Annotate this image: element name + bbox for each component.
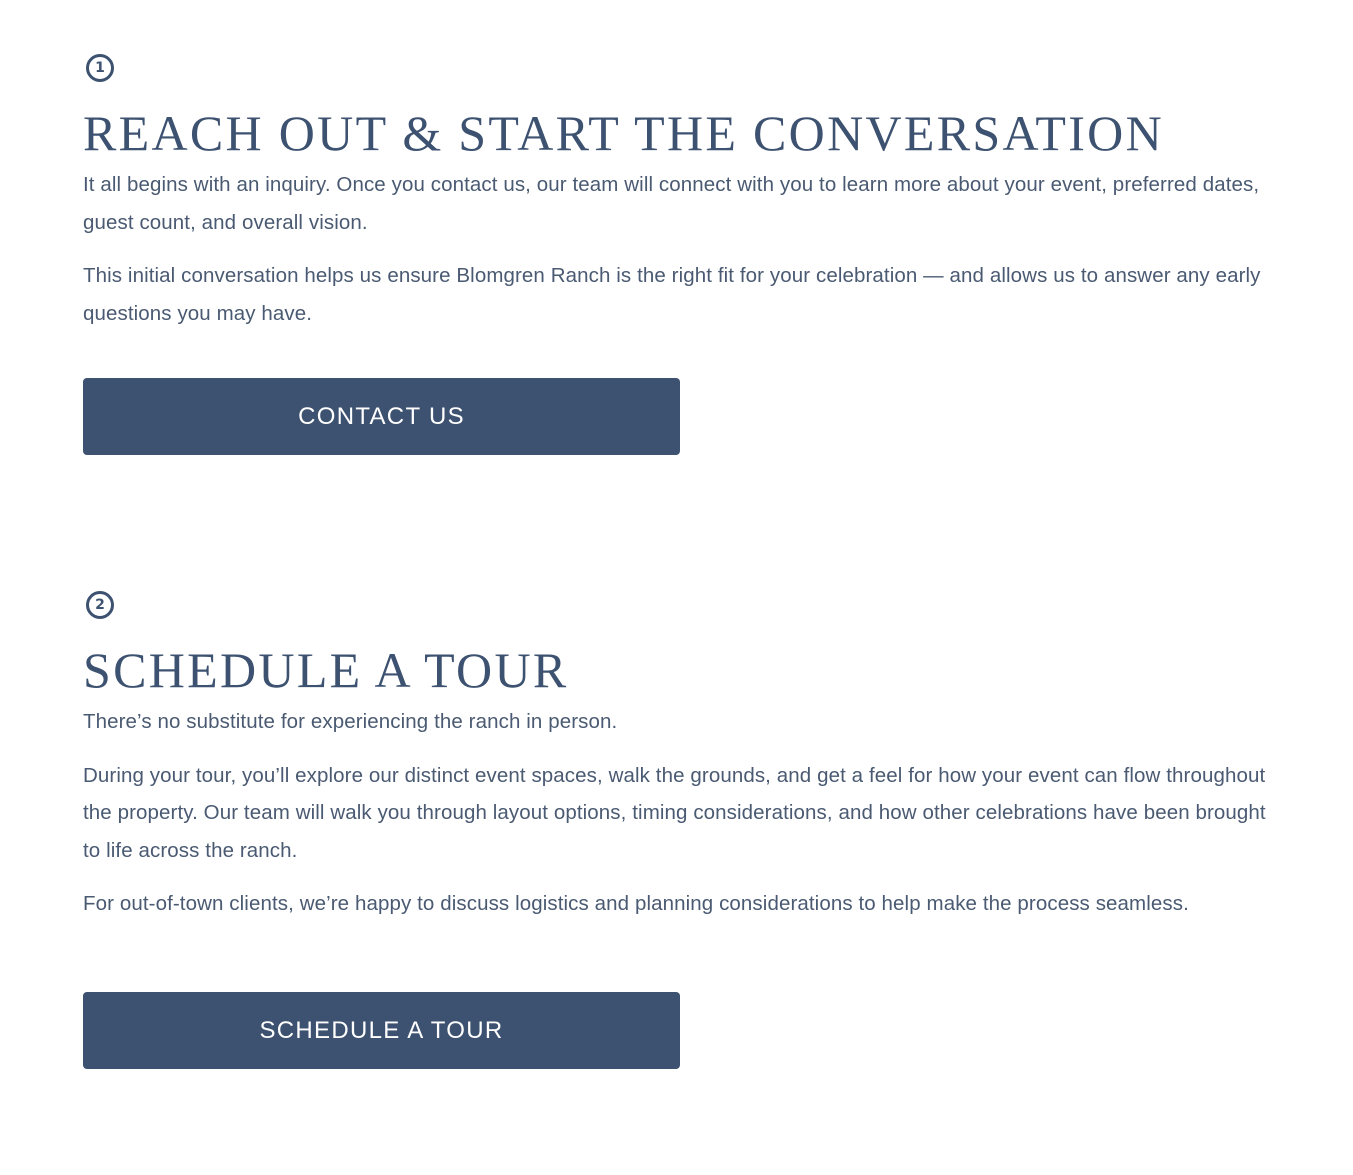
step-contact-section bbox=[83, 54, 1273, 430]
schedule-tour-button[interactable]: SCHEDULE A TOUR bbox=[83, 992, 680, 1069]
step-tour-section bbox=[83, 591, 1273, 1044]
step-paragraph: During your tour, you’ll explore our distinct event spaces, walk the grounds, and get a feel for how your event can flow throughout the property. Our team will walk you through layout options, timing considerations, and how other celebrations have been brought to life across the ranch. bbox=[83, 763, 1266, 862]
step-paragraph: It all begins with an inquiry. Once you contact us, our team will connect with you to learn more about your event, preferred dates, guest count, and overall vision. bbox=[83, 173, 1260, 234]
step-title: SCHEDULE A TOUR bbox=[83, 642, 569, 698]
step-number-text: 2 bbox=[95, 597, 105, 613]
step-number-badge bbox=[86, 54, 114, 82]
step-paragraph: This initial conversation helps us ensure Blomgren Ranch is the right fit for your celebration — and allows us to answer any early questions you may have. bbox=[83, 264, 1261, 325]
contact-us-button[interactable]: CONTACT US bbox=[83, 378, 680, 455]
step-number-badge bbox=[86, 591, 114, 619]
step-paragraph: For out-of-town clients, we’re happy to discuss logistics and planning considerations to help make the process seamless. bbox=[83, 892, 1189, 915]
step-title: REACH OUT & START THE CONVERSATION bbox=[83, 105, 1164, 161]
step-number-text: 1 bbox=[95, 60, 105, 76]
step-paragraph: There’s no substitute for experiencing the ranch in person. bbox=[83, 710, 618, 733]
